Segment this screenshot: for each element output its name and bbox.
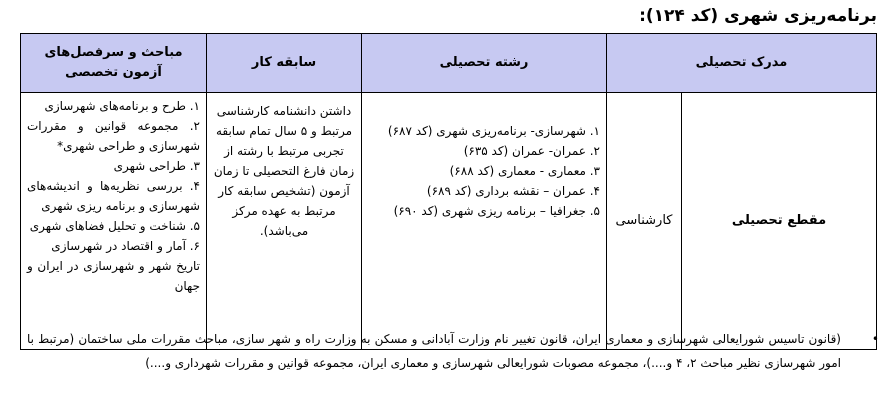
list-item: ۳. معماری - معماری (کد ۶۸۸) xyxy=(449,164,600,178)
list-item: ۲. مجموعه قوانین و مقررات شهرسازی و طراحی شهری* xyxy=(27,119,200,153)
list-item: ۲. عمران- عمران (کد ۶۳۵) xyxy=(463,144,600,158)
list-item: ۳. طراحی شهری xyxy=(113,159,200,173)
header-degree: مدرک تحصیلی xyxy=(607,34,877,93)
experience-cell: داشتن دانشنامه کارشناسی مرتبط و ۵ سال تمام سابقه تجربی مرتبط با رشته از زمان فارغ التحصیلی تا زمان آزمون (تشخیص سابقه کار مرتبط به عهده مرکز می‌باشد). xyxy=(207,93,362,350)
footnote-text: (قانون تاسیس شورایعالی شهرسازی و معماری ایران، قانون تغییر نام وزارت آبادانی و مسکن به وزارت راه و شهر سازی، مباحث مقررات ملی ساختمان (مرتبط با امور شهرسازی نظیر مباحث ۲، ۴ و....)، مجموعه مصوبات شورایعالی شهرسازی و معماری ایران، مجموعه قوانین و مقررات شهرداری و....) xyxy=(27,332,841,370)
page-title: برنامه‌ریزی شهری (کد ۱۲۴): xyxy=(639,6,877,26)
requirements-table xyxy=(20,33,877,350)
degree-name-cell: کارشناسی xyxy=(607,93,682,350)
bullet-icon: • xyxy=(871,332,879,346)
list-item: ۴. بررسی نظریه‌ها و اندیشه‌های شهرسازی و برنامه ریزی شهری xyxy=(27,179,200,213)
header-fields: رشته تحصیلی xyxy=(362,34,607,93)
degree-level-cell: مقطع تحصیلی xyxy=(682,93,877,350)
list-item: ۵. شناخت و تحلیل فضاهای شهری xyxy=(29,219,200,233)
list-item: ۴. عمران – نقشه برداری (کد ۶۸۹) xyxy=(426,184,600,198)
header-experience: سابقه کار xyxy=(207,34,362,93)
list-item: تاریخ شهر و شهرسازی در ایران و جهان xyxy=(27,259,200,293)
list-item: ۶. آمار و اقتصاد در شهرسازی xyxy=(51,239,200,253)
fields-cell xyxy=(362,93,607,350)
fields-list xyxy=(368,121,600,221)
list-item: ۱. طرح و برنامه‌های شهرسازی xyxy=(44,99,200,113)
table-row xyxy=(21,93,877,350)
header-exam-topics: مباحث و سرفصل‌های آزمون تخصصی xyxy=(21,34,207,93)
footnote xyxy=(27,327,877,375)
table-header-row xyxy=(21,34,877,93)
exam-topics-cell xyxy=(21,93,207,350)
exam-topics-list xyxy=(27,96,200,296)
list-item: ۱. شهرسازی- برنامه‌ریزی شهری (کد ۶۸۷) xyxy=(387,124,600,138)
list-item: ۵. جغرافیا – برنامه ریزی شهری (کد ۶۹۰) xyxy=(393,204,600,218)
